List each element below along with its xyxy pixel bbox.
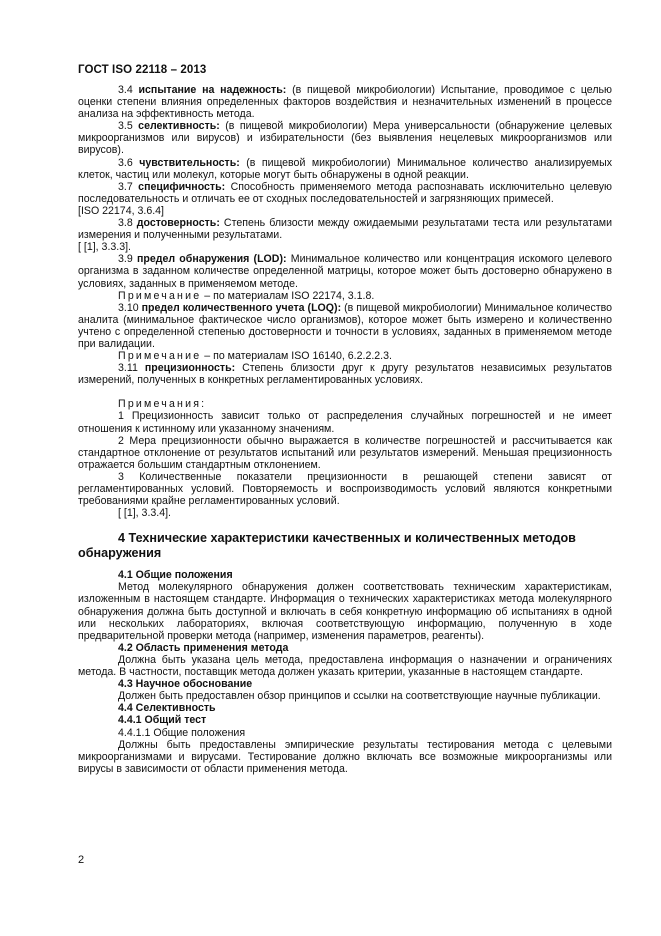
section-4-3-title: 4.3 Научное обоснование [118,678,253,691]
note-1: 1 Прецизионность зависит только от распределения случайных погрешностей и не имеет отношения к истинному или указанному значениям. [78,410,612,435]
section-4-4-1-title: 4.4.1 Общий тест [118,714,207,727]
spacer [78,519,612,531]
section-4-4-1-1-title: 4.4.1.1 Общие положения [118,726,246,739]
section-4-1-text: Метод молекулярного обнаружения должен соответствовать техническим характеристикам, изложенным в настоящем стандарте. Информация о технических характеристиках метода молекулярного обнаружения должна быть доступной и включать в себя конкретную информацию об испытаниях в одной или нескольких лабораториях, включая соответствующую информацию, полученную в ходе предварительной проверки метода (например, изменения параметров, реагенты). [78,581,612,642]
reference: [ [1], 3.3.3]. [78,241,131,254]
document-body [78,84,612,775]
section-4-4-title: 4.4 Селективность [118,702,216,715]
definition-3-8: 3.8 достоверность: Степень близости между ожидаемыми результатами теста или результатами измерения и полученными результатами. [78,217,612,242]
note: Примечание – по материалам ISO 22174, 3.1.8. [118,289,375,302]
term: прецизионность: [144,362,236,375]
term: предел обнаружения (LOD): [136,253,287,266]
definition-3-9: 3.9 предел обнаружения (LOD): Минимальное количество или концентрация искомого целевого организма в заданном количестве определенной матрицы, которое может быть достоверно обнаружено в условиях, заданных в применяемом методе. [78,253,613,290]
note-3: 3 Количественные показатели прецизионности в решающей степени зависят от регламентированных условий. Повторяемость и воспроизводимость условий являются конкретными требованиями крайне регламентированных условий. [78,470,612,508]
section-4-1-title: 4.1 Общие положения [118,569,233,582]
definition-3-5: 3.5 селективность: (в пищевой микробиологии) Мера универсальности (обнаружение целевых микроорганизмов или вирусов) и избирательности (без выявления нецелевых микроорганизмов или вирусов). [78,120,613,157]
term: чувствительность: [139,156,240,169]
term: специфичность: [138,180,226,193]
definition-3-6: 3.6 чувствительность: (в пищевой микробиологии) Минимальное количество анализируемых клеток, частиц или молекул, которые могут быть обнаружены в одной реакции. [78,156,613,181]
section-4-4-1-1-text: Должны быть предоставлены эмпирические результаты тестирования метода с целевыми микроорганизмами и вирусами. Тестирование должно включать все возможные микроорганизмы или вирусы в зависимости от области применения метода. [78,738,612,775]
definition-3-11: 3.11 прецизионность: Степень близости друг к другу результатов независимых результатов измерений, полученных в конкретных регламентированных условиях. [78,362,612,387]
notes-label: Примечания: [118,398,207,411]
reference: [ [1], 3.3.4]. [118,507,171,520]
spacer [78,560,612,569]
term: предел количественного учета (LOQ): [141,301,342,314]
section-4-2-title: 4.2 Область применения метода [118,641,289,654]
reference: [ISO 22174, 3.6.4] [78,204,164,217]
definition-3-4: 3.4 испытание на надежность: (в пищевой микробиологии) Испытание, проводимое с целью оценки степени влияния определенных факторов воздействия и незначительных изменений в процессе анализа на эффективность метода. [78,84,612,121]
document-header: ГОСТ ISO 22118 – 2013 [78,64,207,76]
section-4-title: 4 Технические характеристики качественных и количественных методов обнаружения [78,531,576,560]
term: достоверность: [136,217,220,230]
spacer [78,386,612,398]
page-number: 2 [78,854,85,866]
term: селективность: [138,120,220,133]
definition-3-10: 3.10 предел количественного учета (LOQ): (в пищевой микробиологии) Минимальное количество аналита (минимальное фактическое число организмов), которое может быть измерено и количественно учтено с определенной степенью достоверности и точности в условиях, заданных в применяемом методе при валидации. [78,301,612,350]
section-4-2-text: Должна быть указана цель метода, предоставлена информация о назначении и ограничениях метода. В частности, поставщик метода должен указать критерии, указанные в настоящем стандарте. [78,653,612,679]
section-4-3-text: Должен быть предоставлен обзор принципов и ссылки на соответствующие научные публикации. [118,690,601,703]
term: испытание на надежность: [138,84,287,96]
definition-3-7: 3.7 специфичность: Способность применяемого метода распознавать исключительно целевую последовательность и отличать ее от сходных последовательностей и загрязняющих примесей. [78,180,612,205]
note-2: 2 Мера прецизионности обычно выражается в количестве погрешностей и рассчитывается как стандартное отклонение от результатов испытаний или результатов измерений. Меньшая прецизионность отражается большим стандартным отклонением. [78,434,612,471]
note: Примечание – по материалам ISO 16140, 6.2.2.2.3. [118,350,392,363]
